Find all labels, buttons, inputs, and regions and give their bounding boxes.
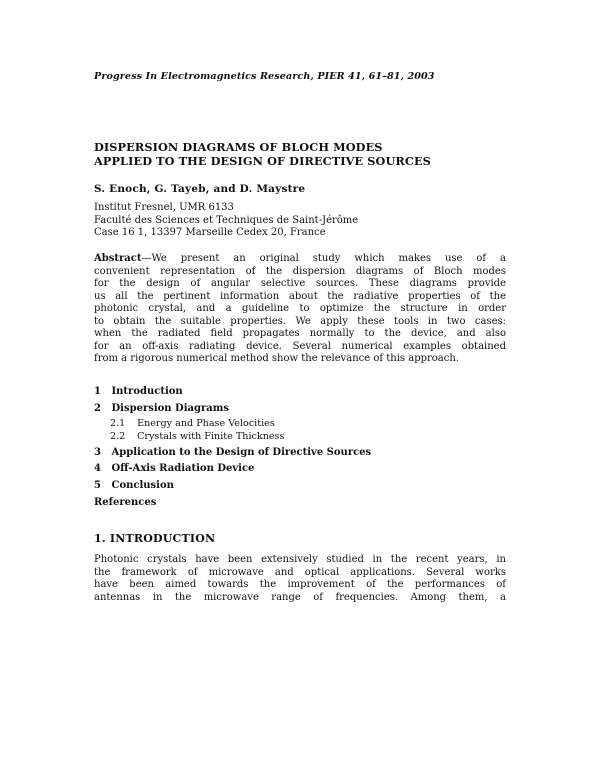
abstract-line: when the radiated field propagates normally to the device, and also	[94, 328, 506, 339]
intro-line: the framework of microwave and optical applications. Several works	[94, 566, 506, 578]
toc-subsection-2-1[interactable]: 2.1 Energy and Phase Velocities	[110, 418, 275, 429]
journal-citation: Progress In Electromagnetics Research, PIER 41, 61–81, 2003	[94, 71, 435, 82]
toc-section-2[interactable]: 2 Dispersion Diagrams	[94, 403, 229, 414]
title-line-2: APPLIED TO THE DESIGN OF DIRECTIVE SOURCES	[94, 154, 431, 168]
intro-line: antennas in the microwave range of frequencies. Among them, a	[94, 591, 506, 603]
toc-references[interactable]: References	[94, 497, 157, 508]
title-line-1: DISPERSION DIAGRAMS OF BLOCH MODES	[94, 140, 383, 154]
affiliation-line-3: Case 16 1, 13397 Marseille Cedex 20, France	[94, 227, 326, 238]
abstract-lead: Abstract	[94, 253, 142, 264]
toc-subsection-2-2[interactable]: 2.2 Crystals with Finite Thickness	[110, 431, 285, 442]
toc-section-1[interactable]: 1 Introduction	[94, 386, 183, 397]
abstract-line: from a rigorous numerical method show the relevance of this approach.	[94, 353, 459, 364]
affiliation-line-1: Institut Fresnel, UMR 6133	[94, 202, 234, 213]
intro-line: Photonic crystals have been extensively studied in the recent years, in	[94, 554, 506, 565]
toc-section-3[interactable]: 3 Application to the Design of Directive Sources	[94, 447, 372, 458]
paper-title	[94, 140, 506, 168]
introduction-body	[94, 554, 506, 604]
abstract-line: for the design of angular selective sources. These diagrams provide	[94, 278, 506, 289]
abstract	[94, 253, 506, 366]
abstract-line: for an off-axis radiating device. Several numerical examples obtained	[94, 340, 506, 352]
abstract-line: Abstract—We present an original study which makes use of a	[94, 253, 506, 264]
abstract-line: us all the pertinent information about the radiative properties of the	[94, 290, 506, 302]
abstract-line: to obtain the suitable properties. We apply these tools in two cases:	[94, 315, 506, 327]
toc-section-4[interactable]: 4 Off-Axis Radiation Device	[94, 463, 255, 474]
introduction-heading: 1. INTRODUCTION	[94, 532, 216, 545]
affiliation-line-2: Faculté des Sciences et Techniques de Saint-Jérôme	[94, 214, 359, 226]
author-list: S. Enoch, G. Tayeb, and D. Maystre	[94, 183, 306, 195]
abstract-line: convenient representation of the dispersion diagrams of Bloch modes	[94, 265, 506, 277]
abstract-line: photonic crystal, and a guideline to optimize the structure in order	[94, 303, 506, 314]
affiliation	[94, 202, 506, 240]
intro-line: have been aimed towards the improvement of the performances of	[94, 579, 506, 590]
toc-section-5[interactable]: 5 Conclusion	[94, 480, 174, 491]
